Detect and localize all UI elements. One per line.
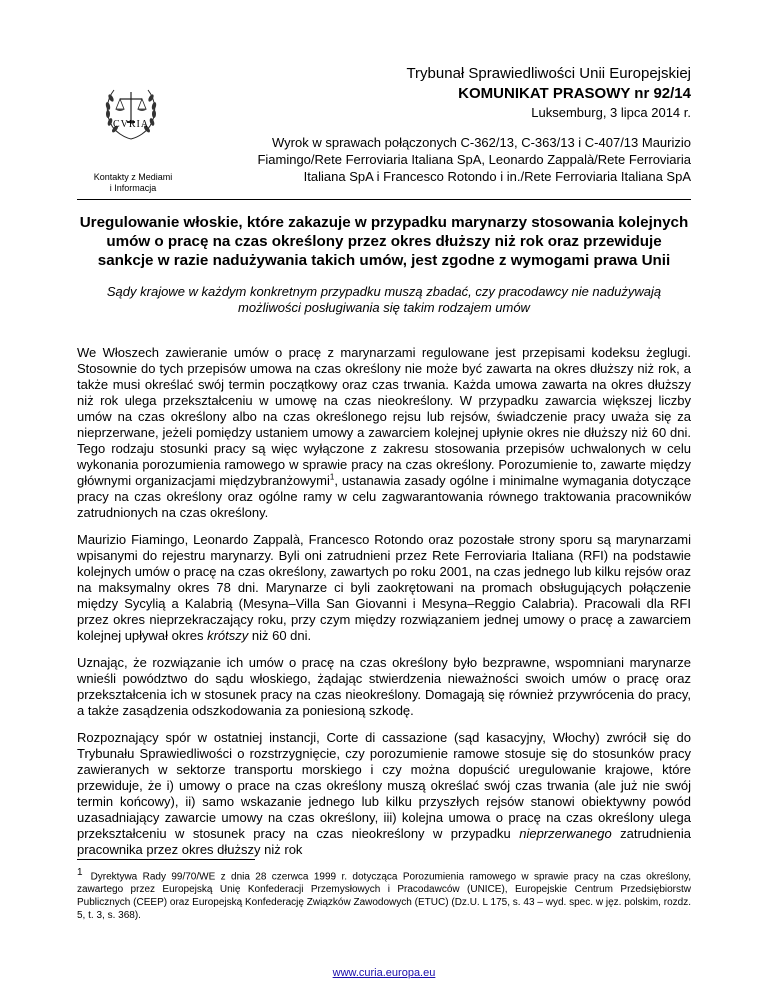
logo-text: CVRIA xyxy=(112,119,150,130)
contact-line-2: i Informacja xyxy=(109,183,157,193)
paragraph-4-emphasis: nieprzerwanego xyxy=(519,826,612,841)
paragraph-4-text-a: Rozpoznający spór w ostatniej instancji, Corte di cassazione (sąd kasacyjny, Włochy) zwrócił się do Trybunału Sprawiedliwości o rozstrzygnięcie, czy porozumienie ramowe stosuje się do stosunków pracy zawieranych w sektorze transportu morskiego i czy można dopuścić uregulowanie krajowe, które przewiduje, że i) umowy o prace na czas określony muszą określać swój czas trwania (ale już nie swój termin końcowy), ii) samo wskazanie jednego lub kilku przyszłych rejsów stanowi obiektywny powód uzasadniający zawarcie umowy na czas określony, iii) kolejna umowa o pracę na czas określony ulega przekształceniu w stosunek pracy na czas nieokreślony w przypadku xyxy=(77,730,691,841)
paragraph-1 xyxy=(77,345,691,521)
curia-logo xyxy=(100,82,162,148)
subheadline: Sądy krajowe w każdym konkretnym przypadku muszą zbadać, czy pracodawcy nie nadużywają możliwości posługiwania się takim rodzajem umów xyxy=(106,284,662,315)
footnote-text: Dyrektywa Rady 99/70/WE z dnia 28 czerwca 1999 r. dotycząca Porozumienia ramowego w sprawie pracy na czas określony, zawartego przez Europejską Unię Konfederacji Przemysłowych i Pracodawców (UNICE), Europejskie Centrum Przedsiębiorstw Publicznych (CEEP) oraz Europejską Konfederację Związków Zawodowych (ETUC) (Dz.U. L 175, s. 43 – wyd. spec. w jęz. polskim, rozdz. 5, t. 3, s. 368). xyxy=(77,871,691,922)
footnote-number: 1 xyxy=(77,867,83,878)
footnote-divider xyxy=(77,859,255,860)
paragraph-2-text-a: Maurizio Fiamingo, Leonardo Zappalà, Francesco Rotondo oraz pozostałe strony sporu są marynarzami wpisanymi do rejestru marynarzy. Byli oni zatrudnieni przez Rete Ferroviaria Italiana (RFI) na podstawie kolejnych umów o pracę na czas określony, zawartych po roku 2001, na czas jednego lub kilku rejsów oraz na maksymalny okres 78 dni. Marynarze ci byli zaokrętowani na promach obsługujących połączenie między Sycylią a Kalabrią (Mesyna–Villa San Giovanni i Mesyna–Reggio Calabria). Pracowali dla RFI przez okres nieprzekraczający roku, przy czym między rozwiązaniem jednej umowy o pracę a zawarciem kolejnej upływał okres xyxy=(77,532,691,643)
paragraph-4-text-b: zatrudnienia pracownika przez okres dłuższy niż rok xyxy=(77,826,691,857)
header-block xyxy=(251,64,691,122)
paragraph-2-emphasis: krótszy xyxy=(207,628,249,643)
paragraph-3: Uznając, że rozwiązanie ich umów o pracę na czas określony było bezprawne, wspomniani marynarze wnieśli powództwo do sądu włoskiego, żądając stwierdzenia nieważności swoich umów o pracę oraz przekształcenia ich w stosunek pracy na czas nieokreślony. Domagają się również przywrócenia do pracy, a także zasądzenia odszkodowania za poniesioną szkodę. xyxy=(77,655,691,718)
place-date: Luksemburg, 3 lipca 2014 r. xyxy=(531,105,691,120)
media-contact-label xyxy=(86,172,180,194)
judgment-reference: Wyrok w sprawach połączonych C-362/13, C-363/13 i C-407/13 Maurizio Fiamingo/Rete Ferroviaria Italiana SpA, Leonardo Zappalà/Rete Ferroviaria Italiana SpA i Francesco Rotondo i in./Rete Ferroviaria Italiana SpA xyxy=(257,135,691,184)
footnote-reference: 1 xyxy=(329,472,335,482)
curia-emblem-icon xyxy=(100,82,162,148)
header-divider xyxy=(77,199,691,200)
contact-line-1: Kontakty z Mediami xyxy=(93,172,173,182)
headline: Uregulowanie włoskie, które zakazuje w przypadku marynarzy stosowania kolejnych umów o pracę na czas określony przez okres dłuższy niż rok oraz przewiduje sankcje w razie nadużywania takich umów, jest zgodne z wymogami prawa Unii xyxy=(79,214,689,269)
paragraph-1-text-a: We Włoszech zawieranie umów o pracę z marynarzami regulowane jest przepisami kodeksu żeglugi. Stosownie do tych przepisów umowa na czas określony nie może być zawarta na okres dłuższy niż rok, a także musi określać swój termin początkowy oraz czas trwania. Każda umowa zawarta na okres dłuższy niż rok ulega przekształceniu w umowę na czas nieokreślony. W przypadku zawarcia większej liczby umów na czas określony albo na czas określonego rejsu lub rejsów, świadczenie pracy uważa się za nieprzerwane, jeżeli pomiędzy ustaniem umowy a zawarciem kolejnej upłynie okres nie dłuższy niż 60 dni. Tego rodzaju stosunki pracy są więc wyłączone z zakresu stosowania przepisów uchwalonych w celu wykonania porozumienia ramowego w sprawie pracy na czas określony. Porozumienie to, zawarte między głównymi organizacjami międzybranżowymi xyxy=(77,345,691,488)
paragraph-2 xyxy=(77,532,691,644)
curia-website-link[interactable]: www.curia.europa.eu xyxy=(332,967,436,979)
footnote xyxy=(77,866,691,922)
page-footer xyxy=(0,967,768,979)
paragraph-4 xyxy=(77,730,691,858)
court-name: Trybunał Sprawiedliwości Unii Europejskiej xyxy=(406,65,691,82)
paragraph-2-text-b: niż 60 dni. xyxy=(248,628,312,643)
paragraph-1-text-b: , ustanawia zasady ogólne i minimalne wymagania dotyczące pracy na czas określony oraz ogólne ramy w celu zagwarantowania równego traktowania pracowników zatrudnionych na czas określony. xyxy=(77,473,691,520)
press-release-number: KOMUNIKAT PRASOWY nr 92/14 xyxy=(458,85,691,102)
